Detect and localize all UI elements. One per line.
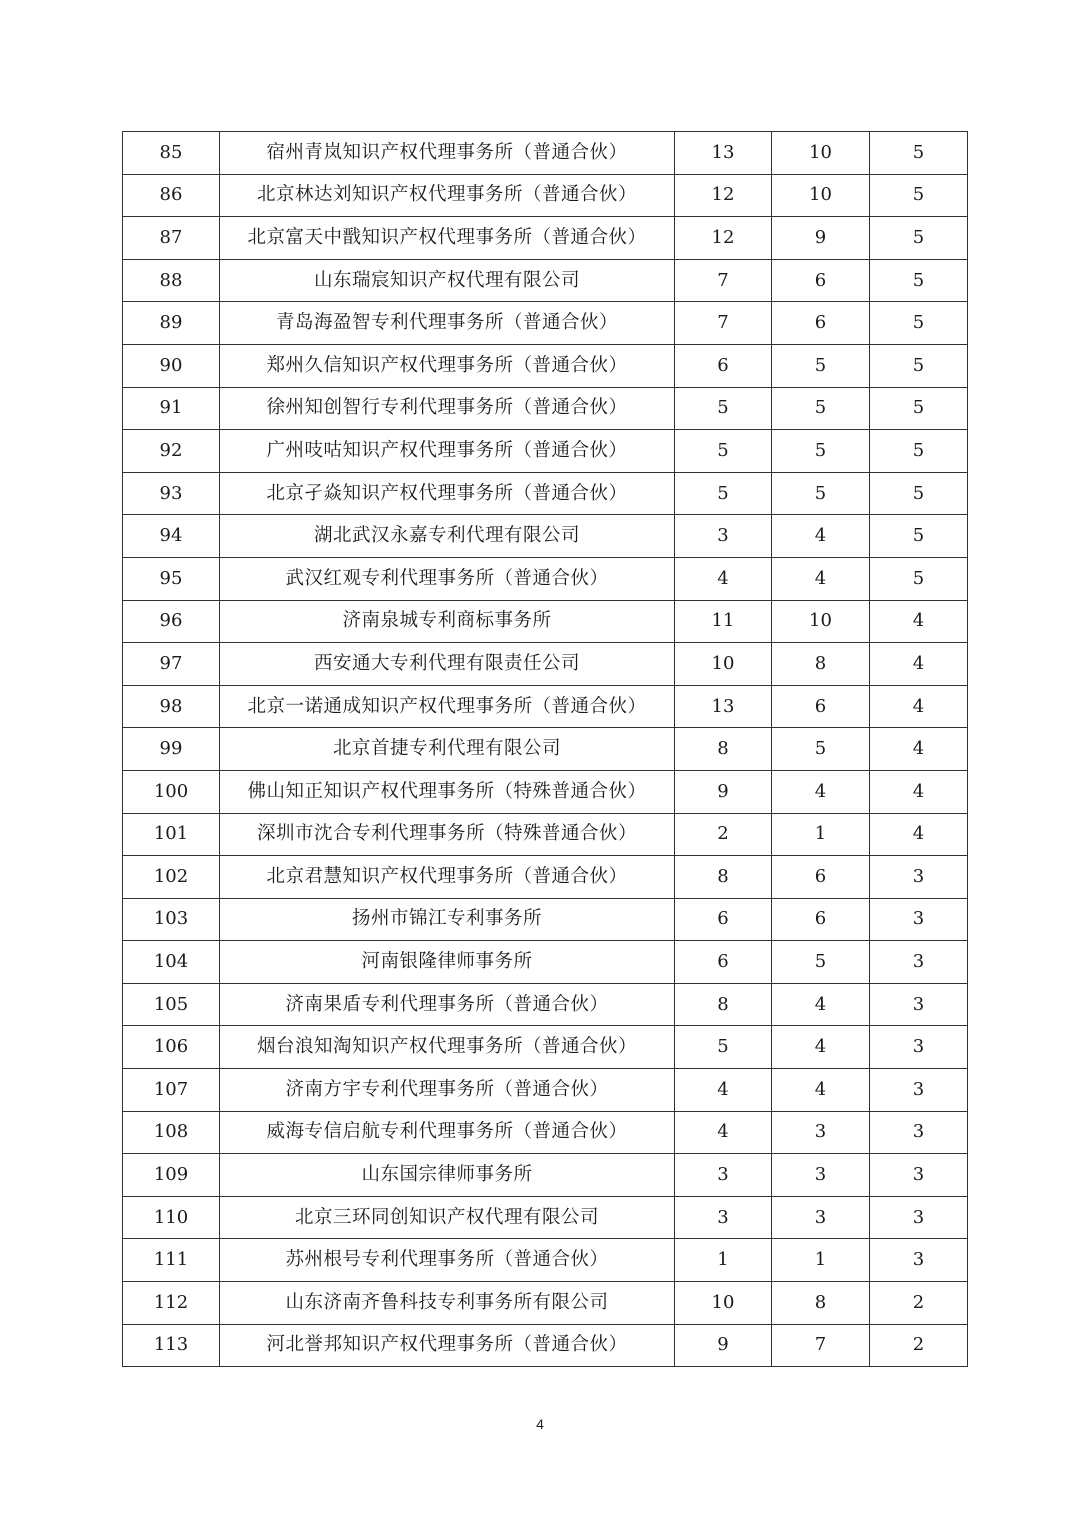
table-row [123, 174, 968, 217]
count-cell-1: 6 [675, 344, 772, 387]
count-cell-1: 12 [675, 174, 772, 217]
table-row [123, 685, 968, 728]
count-cell-2: 1 [772, 813, 870, 856]
table-row [123, 344, 968, 387]
table-row [123, 302, 968, 345]
count-cell-1: 7 [675, 259, 772, 302]
count-cell-1: 13 [675, 132, 772, 175]
row-index-cell: 98 [123, 685, 220, 728]
table-row [123, 1111, 968, 1154]
count-cell-1: 4 [675, 1111, 772, 1154]
agency-name-cell: 河南银隆律师事务所 [220, 941, 675, 984]
agency-name-cell: 北京三环同创知识产权代理有限公司 [220, 1196, 675, 1239]
count-cell-3: 4 [870, 643, 968, 686]
count-cell-1: 9 [675, 1324, 772, 1367]
table-row [123, 983, 968, 1026]
agency-name-cell: 北京君慧知识产权代理事务所（普通合伙） [220, 856, 675, 899]
table-row [123, 217, 968, 260]
count-cell-2: 4 [772, 1026, 870, 1069]
table-row [123, 472, 968, 515]
count-cell-3: 2 [870, 1282, 968, 1325]
count-cell-3: 5 [870, 302, 968, 345]
row-index-cell: 112 [123, 1282, 220, 1325]
count-cell-1: 10 [675, 643, 772, 686]
count-cell-1: 1 [675, 1239, 772, 1282]
count-cell-2: 6 [772, 898, 870, 941]
row-index-cell: 92 [123, 430, 220, 473]
table-body [123, 132, 968, 1367]
count-cell-3: 4 [870, 728, 968, 771]
row-index-cell: 88 [123, 259, 220, 302]
count-cell-3: 5 [870, 132, 968, 175]
table-row [123, 600, 968, 643]
table-row [123, 1154, 968, 1197]
agency-name-cell: 深圳市沈合专利代理事务所（特殊普通合伙） [220, 813, 675, 856]
count-cell-1: 4 [675, 1069, 772, 1112]
count-cell-2: 6 [772, 302, 870, 345]
count-cell-2: 5 [772, 941, 870, 984]
count-cell-2: 10 [772, 132, 870, 175]
table-row [123, 813, 968, 856]
table-row [123, 1239, 968, 1282]
row-index-cell: 99 [123, 728, 220, 771]
count-cell-3: 5 [870, 259, 968, 302]
table-row [123, 1324, 968, 1367]
table-row [123, 856, 968, 899]
count-cell-3: 5 [870, 430, 968, 473]
table-row [123, 1026, 968, 1069]
count-cell-2: 10 [772, 600, 870, 643]
table-row [123, 430, 968, 473]
row-index-cell: 94 [123, 515, 220, 558]
count-cell-3: 3 [870, 1154, 968, 1197]
count-cell-3: 3 [870, 983, 968, 1026]
count-cell-3: 4 [870, 770, 968, 813]
count-cell-3: 5 [870, 387, 968, 430]
row-index-cell: 97 [123, 643, 220, 686]
count-cell-3: 5 [870, 344, 968, 387]
agency-name-cell: 山东瑞宸知识产权代理有限公司 [220, 259, 675, 302]
row-index-cell: 85 [123, 132, 220, 175]
count-cell-3: 4 [870, 813, 968, 856]
agency-name-cell: 宿州青岚知识产权代理事务所（普通合伙） [220, 132, 675, 175]
row-index-cell: 110 [123, 1196, 220, 1239]
agency-name-cell: 青岛海盈智专利代理事务所（普通合伙） [220, 302, 675, 345]
count-cell-3: 3 [870, 1026, 968, 1069]
count-cell-2: 8 [772, 1282, 870, 1325]
count-cell-3: 5 [870, 174, 968, 217]
page-number: 4 [536, 1416, 544, 1432]
count-cell-3: 4 [870, 685, 968, 728]
agency-name-cell: 济南方宇专利代理事务所（普通合伙） [220, 1069, 675, 1112]
count-cell-3: 3 [870, 1111, 968, 1154]
row-index-cell: 108 [123, 1111, 220, 1154]
count-cell-1: 6 [675, 941, 772, 984]
count-cell-2: 8 [772, 643, 870, 686]
row-index-cell: 104 [123, 941, 220, 984]
count-cell-1: 5 [675, 430, 772, 473]
count-cell-2: 3 [772, 1111, 870, 1154]
count-cell-1: 3 [675, 1154, 772, 1197]
agency-name-cell: 北京孑焱知识产权代理事务所（普通合伙） [220, 472, 675, 515]
count-cell-2: 4 [772, 557, 870, 600]
row-index-cell: 113 [123, 1324, 220, 1367]
count-cell-1: 12 [675, 217, 772, 260]
agency-name-cell: 济南泉城专利商标事务所 [220, 600, 675, 643]
table-row [123, 515, 968, 558]
agency-name-cell: 西安通大专利代理有限责任公司 [220, 643, 675, 686]
table-row [123, 941, 968, 984]
count-cell-1: 8 [675, 856, 772, 899]
row-index-cell: 91 [123, 387, 220, 430]
agency-name-cell: 佛山知正知识产权代理事务所（特殊普通合伙） [220, 770, 675, 813]
count-cell-1: 2 [675, 813, 772, 856]
agency-name-cell: 河北誉邦知识产权代理事务所（普通合伙） [220, 1324, 675, 1367]
count-cell-3: 5 [870, 472, 968, 515]
count-cell-3: 3 [870, 1069, 968, 1112]
count-cell-3: 3 [870, 1239, 968, 1282]
agency-name-cell: 北京林达刘知识产权代理事务所（普通合伙） [220, 174, 675, 217]
table-row [123, 1282, 968, 1325]
agency-name-cell: 苏州根号专利代理事务所（普通合伙） [220, 1239, 675, 1282]
table-row [123, 1196, 968, 1239]
count-cell-2: 4 [772, 983, 870, 1026]
table-row [123, 643, 968, 686]
agency-name-cell: 湖北武汉永嘉专利代理有限公司 [220, 515, 675, 558]
count-cell-2: 7 [772, 1324, 870, 1367]
count-cell-2: 6 [772, 259, 870, 302]
count-cell-3: 3 [870, 941, 968, 984]
count-cell-1: 9 [675, 770, 772, 813]
row-index-cell: 105 [123, 983, 220, 1026]
table-row [123, 1069, 968, 1112]
table-row [123, 557, 968, 600]
table-row [123, 898, 968, 941]
count-cell-2: 5 [772, 387, 870, 430]
count-cell-2: 4 [772, 770, 870, 813]
row-index-cell: 101 [123, 813, 220, 856]
count-cell-3: 5 [870, 515, 968, 558]
count-cell-1: 11 [675, 600, 772, 643]
count-cell-1: 6 [675, 898, 772, 941]
count-cell-2: 3 [772, 1154, 870, 1197]
agency-name-cell: 烟台浪知淘知识产权代理事务所（普通合伙） [220, 1026, 675, 1069]
agency-ranking-table [122, 131, 968, 1367]
count-cell-1: 5 [675, 1026, 772, 1069]
count-cell-3: 2 [870, 1324, 968, 1367]
count-cell-2: 5 [772, 430, 870, 473]
count-cell-2: 6 [772, 856, 870, 899]
count-cell-1: 4 [675, 557, 772, 600]
agency-name-cell: 武汉红观专利代理事务所（普通合伙） [220, 557, 675, 600]
count-cell-1: 8 [675, 728, 772, 771]
count-cell-1: 3 [675, 1196, 772, 1239]
table-row [123, 387, 968, 430]
agency-name-cell: 郑州久信知识产权代理事务所（普通合伙） [220, 344, 675, 387]
count-cell-3: 5 [870, 217, 968, 260]
row-index-cell: 102 [123, 856, 220, 899]
count-cell-1: 10 [675, 1282, 772, 1325]
row-index-cell: 106 [123, 1026, 220, 1069]
count-cell-2: 5 [772, 472, 870, 515]
count-cell-2: 3 [772, 1196, 870, 1239]
row-index-cell: 89 [123, 302, 220, 345]
agency-name-cell: 威海专信启航专利代理事务所（普通合伙） [220, 1111, 675, 1154]
row-index-cell: 93 [123, 472, 220, 515]
row-index-cell: 86 [123, 174, 220, 217]
count-cell-3: 3 [870, 856, 968, 899]
table-row [123, 132, 968, 175]
count-cell-2: 4 [772, 1069, 870, 1112]
table-row [123, 770, 968, 813]
count-cell-1: 8 [675, 983, 772, 1026]
count-cell-1: 3 [675, 515, 772, 558]
count-cell-2: 5 [772, 728, 870, 771]
count-cell-2: 6 [772, 685, 870, 728]
agency-name-cell: 山东济南齐鲁科技专利事务所有限公司 [220, 1282, 675, 1325]
count-cell-2: 5 [772, 344, 870, 387]
count-cell-2: 10 [772, 174, 870, 217]
table-row [123, 728, 968, 771]
row-index-cell: 100 [123, 770, 220, 813]
row-index-cell: 111 [123, 1239, 220, 1282]
table-row [123, 259, 968, 302]
agency-name-cell: 北京富天中戬知识产权代理事务所（普通合伙） [220, 217, 675, 260]
agency-name-cell: 徐州知创智行专利代理事务所（普通合伙） [220, 387, 675, 430]
agency-name-cell: 北京一诺通成知识产权代理事务所（普通合伙） [220, 685, 675, 728]
count-cell-3: 3 [870, 1196, 968, 1239]
row-index-cell: 96 [123, 600, 220, 643]
agency-name-cell: 山东国宗律师事务所 [220, 1154, 675, 1197]
agency-name-cell: 济南果盾专利代理事务所（普通合伙） [220, 983, 675, 1026]
count-cell-1: 5 [675, 472, 772, 515]
count-cell-3: 4 [870, 600, 968, 643]
row-index-cell: 87 [123, 217, 220, 260]
count-cell-2: 9 [772, 217, 870, 260]
count-cell-3: 3 [870, 898, 968, 941]
count-cell-1: 5 [675, 387, 772, 430]
agency-name-cell: 广州吱咕知识产权代理事务所（普通合伙） [220, 430, 675, 473]
count-cell-2: 1 [772, 1239, 870, 1282]
count-cell-3: 5 [870, 557, 968, 600]
count-cell-1: 7 [675, 302, 772, 345]
row-index-cell: 103 [123, 898, 220, 941]
agency-name-cell: 北京首捷专利代理有限公司 [220, 728, 675, 771]
row-index-cell: 109 [123, 1154, 220, 1197]
row-index-cell: 95 [123, 557, 220, 600]
count-cell-1: 13 [675, 685, 772, 728]
row-index-cell: 90 [123, 344, 220, 387]
count-cell-2: 4 [772, 515, 870, 558]
row-index-cell: 107 [123, 1069, 220, 1112]
agency-name-cell: 扬州市锦江专利事务所 [220, 898, 675, 941]
